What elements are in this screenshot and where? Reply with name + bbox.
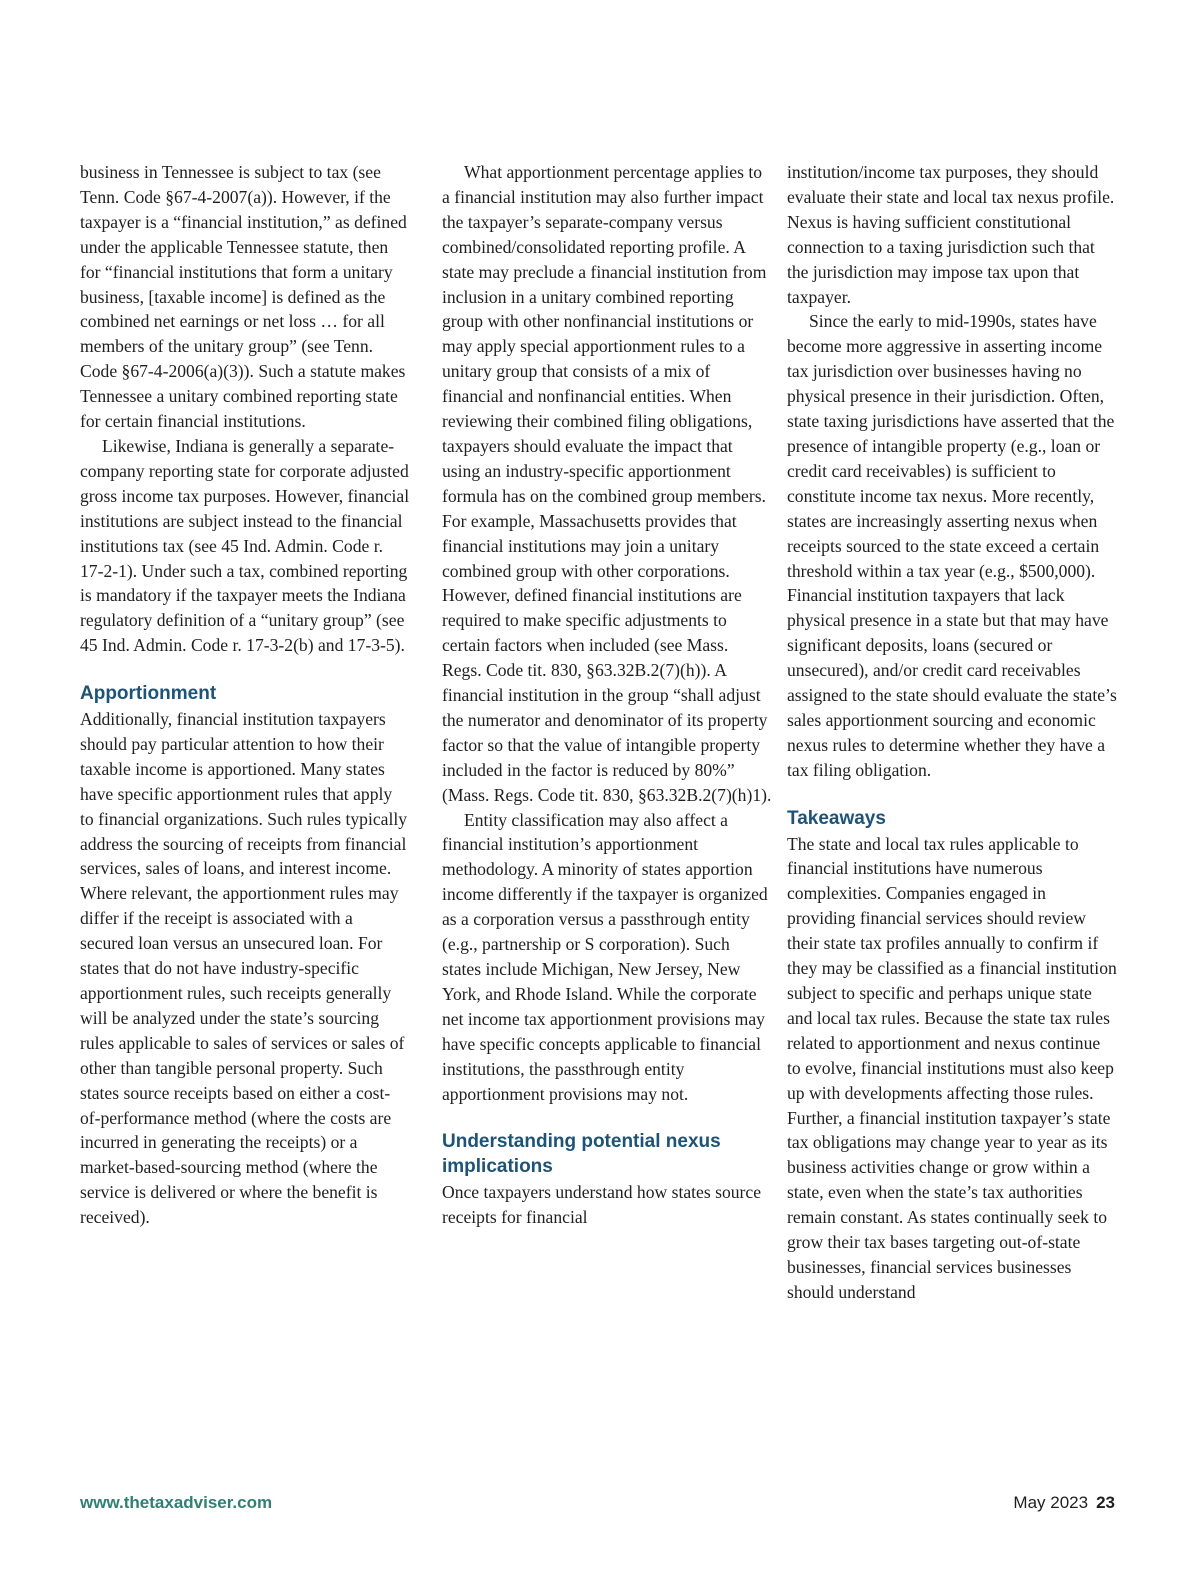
article-column-1 (80, 160, 410, 1230)
paragraph: What apportionment percentage applies to a financial institution may also further impact the taxpayer’s separate-company versus combined/consolidated reporting profile. A state may preclude a financial institution from inclusion in a unitary combined reporting group with other nonfinancial institutions or may apply special apportionment rules to a unitary group that consists of a mix of financial and nonfinancial entities. When reviewing their combined filing obligations, taxpayers should evaluate the impact that using an industry-specific apportionment formula has on the combined group members. For example, Massachusetts provides that financial institutions may join a unitary combined group with other corporations. However, defined financial institutions are required to make specific adjustments to certain factors when included (see Mass. Regs. Code tit. 830, §63.32B.2(7)(h)). A financial institution in the group “shall adjust the numerator and denominator of its property factor so that the value of intangible property included in the factor is reduced by 80%” (Mass. Regs. Code tit. 830, §63.32B.2(7)(h)1). (442, 162, 772, 805)
paragraph: institution/income tax purposes, they should evaluate their state and local tax nexus profile. Nexus is having sufficient constitutional connection to a taxing jurisdiction such that the jurisdiction may impose tax upon that taxpayer. (787, 162, 1115, 307)
paragraph: Once taxpayers understand how states source receipts for financial (442, 1182, 762, 1228)
paragraph: business in Tennessee is subject to tax (see Tenn. Code §67-4-2007(a)). However, if the taxpayer is a “financial institution,” as defined under the applicable Tennessee statute, then for “financial institutions that form a unitary business, [taxable income] is defined as the combined net earnings or net loss … for all members of the unitary group” (see Tenn. Code §67-4-2006(a)(3)). Such a statute makes Tennessee a unitary combined reporting state for certain financial institutions. (80, 162, 407, 432)
section-heading-nexus: Understanding potential nexus implications (442, 1131, 721, 1178)
section-heading-takeaways: Takeaways (787, 807, 886, 829)
paragraph: Likewise, Indiana is generally a separate-company reporting state for corporate adjusted gross income tax purposes. However, financial institutions are subject instead to the financial institutions tax (see 45 Ind. Admin. Code r. 17-2-1). Under such a tax, combined reporting is mandatory if the taxpayer meets the Indiana regulatory definition of a “unitary group” (see 45 Ind. Admin. Code r. 17-3-2(b) and 17-3-5). (80, 435, 410, 656)
article-column-3 (787, 160, 1117, 1305)
page-number: 23 (1096, 1493, 1115, 1512)
paragraph: Additionally, financial institution taxpayers should pay particular attention to how their taxable income is apportioned. Many states have specific apportionment rules that apply to financial organizations. Such rules typically address the sourcing of receipts from financial services, sales of loans, and interest income. Where relevant, the apportionment rules may differ if the receipt is associated with a secured loan versus an unsecured loan. For states that do not have industry-specific apportionment rules, such receipts generally will be analyzed under the state’s sourcing rules applicable to sales of services or sales of other than tangible personal property. Such states source receipts based on either a cost-of-performance method (where the costs are incurred in generating the receipts) or a market-based-sourcing method (where the service is delivered or where the benefit is received). (80, 709, 408, 1228)
footer-website-link[interactable]: www.thetaxadviser.com (80, 1493, 273, 1512)
section-heading-apportionment: Apportionment (80, 683, 217, 705)
paragraph: Since the early to mid-1990s, states have become more aggressive in asserting income tax jurisdiction over businesses having no physical presence in their jurisdiction. Often, state taxing jurisdictions have asserted that the presence of intangible property (e.g., loan or credit card receivables) is sufficient to constitute income tax nexus. More recently, states are increasingly asserting nexus when receipts sourced to the state exceed a certain threshold within a tax year (e.g., $500,000). Financial institution taxpayers that lack physical presence in a state but that may have significant deposits, loans (secured or unsecured), and/or credit card receivables assigned to the state should evaluate the state’s sales apportionment sourcing and economic nexus rules to determine whether they have a tax filing obligation. (787, 311, 1117, 780)
footer-page-info (1013, 1493, 1115, 1513)
article-column-2 (442, 160, 772, 1230)
paragraph: The state and local tax rules applicable to financial institutions have numerous complexities. Companies engaged in providing financial services should review their state tax profiles annually to confirm if they may be classified as a financial institution subject to specific and perhaps unique state and local tax rules. Because the state tax rules related to apportionment and nexus continue to evolve, financial institutions must also keep up with developments affecting those rules. Further, a financial institution taxpayer’s state tax obligations may change year to year as its business activities change or grow within a state, even when the state’s tax authorities remain constant. As states continually seek to grow their tax bases targeting out-of-state businesses, financial services businesses should understand (787, 833, 1117, 1302)
paragraph: Entity classification may also affect a financial institution’s apportionment methodology. A minority of states apportion income differently if the taxpayer is organized as a corporation versus a passthrough entity (e.g., partnership or S corporation). Such states include Michigan, New Jersey, New York, and Rhode Island. While the corporate net income tax apportionment provisions may have specific concepts applicable to financial institutions, the passthrough entity apportionment provisions may not. (442, 809, 768, 1104)
footer-date: May 2023 (1013, 1493, 1089, 1512)
